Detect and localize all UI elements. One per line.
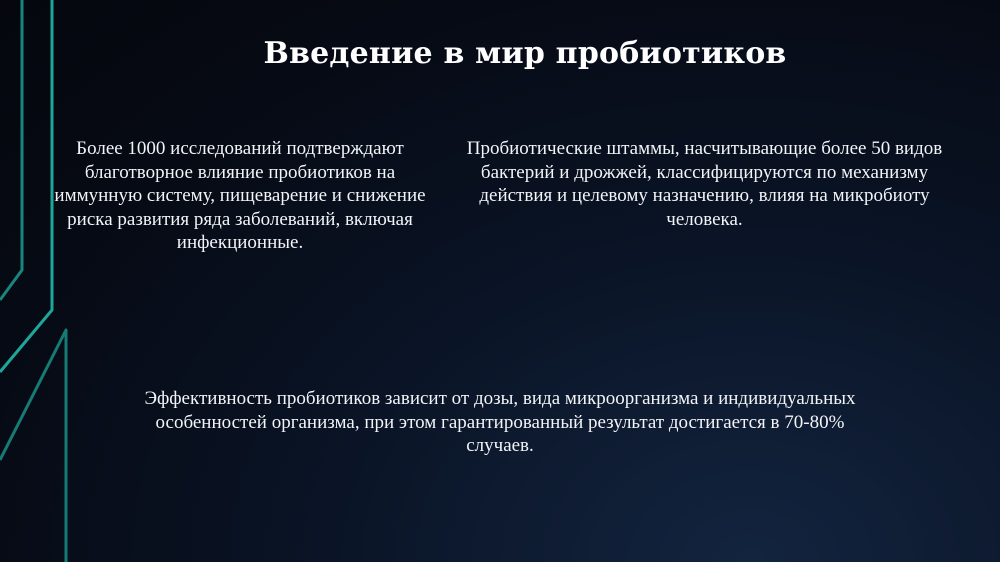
paragraph-left: Более 1000 исследований подтверждают благотворное влияние пробиотиков на иммунную систему, пищеварение и снижение риска развития ряда заболеваний, включая инфекционные.: [54, 138, 426, 253]
paragraph-right: Пробиотические штаммы, насчитывающие более 50 видов бактерий и дрожжей, классифицируются по механизму действия и целевому назначению, влияя на микробиоту человека.: [466, 138, 943, 230]
accent-line-lower: [0, 330, 66, 562]
paragraph-bottom: Эффективность пробиотиков зависит от дозы, вида микроорганизма и индивидуальных особенностей организма, при этом гарантированный результат достигается в 70-80% случаев.: [144, 388, 856, 456]
slide-title: Введение в мир пробиотиков: [263, 36, 787, 71]
